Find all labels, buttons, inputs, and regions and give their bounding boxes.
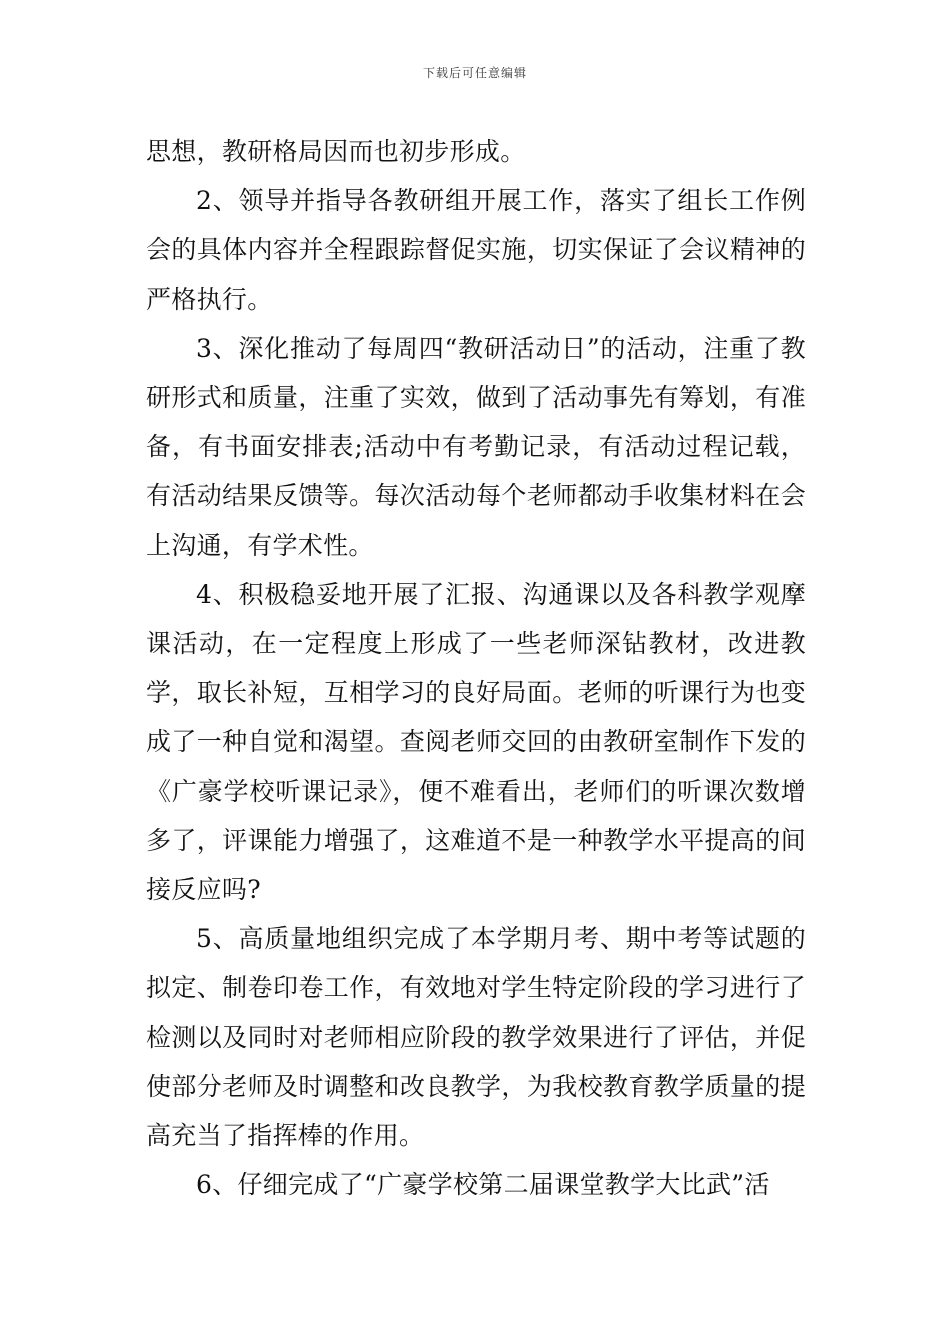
- header-note: 下载后可任意编辑: [422, 66, 527, 80]
- paragraph-item-2: 2、领导并指导各教研组开展工作，落实了组长工作例会的具体内容并全程跟踪督促实施，切实保证了会议精神的严格执行。: [146, 186, 806, 314]
- paragraph-item-3: 3、深化推动了每周四“教研活动日”的活动，注重了教研形式和质量，注重了实效，做到了活动事先有筹划，有准备，有书面安排表;活动中有考勤记录，有活动过程记载，有活动结果反馈等。每次活动每个老师都动手收集材料在会上沟通，有学术性。: [146, 333, 806, 560]
- document-body: [146, 127, 806, 1209]
- paragraph-item-6: 6、仔细完成了“广豪学校第二届课堂教学大比武”活: [196, 1170, 770, 1200]
- paragraph-item-5: 5、高质量地组织完成了本学期月考、期中考等试题的拟定、制卷印卷工作，有效地对学生特定阶段的学习进行了检测以及同时对老师相应阶段的教学效果进行了评估，并促使部分老师及时调整和改良教学，为我校教育教学质量的提高充当了指挥棒的作用。: [146, 924, 806, 1151]
- paragraph-continuation: 思想，教研格局因而也初步形成。: [146, 137, 526, 166]
- paragraph-item-4: 4、积极稳妥地开展了汇报、沟通课以及各科教学观摩课活动，在一定程度上形成了一些老师深钻教材，改进教学，取长补短，互相学习的良好局面。老师的听课行为也变成了一种自觉和渴望。查阅老师交回的由教研室制作下发的《广豪学校听课记录》，便不难看出，老师们的听课次数增多了，评课能力增强了，这难道不是一种教学水平提高的间接反应吗?: [146, 579, 806, 905]
